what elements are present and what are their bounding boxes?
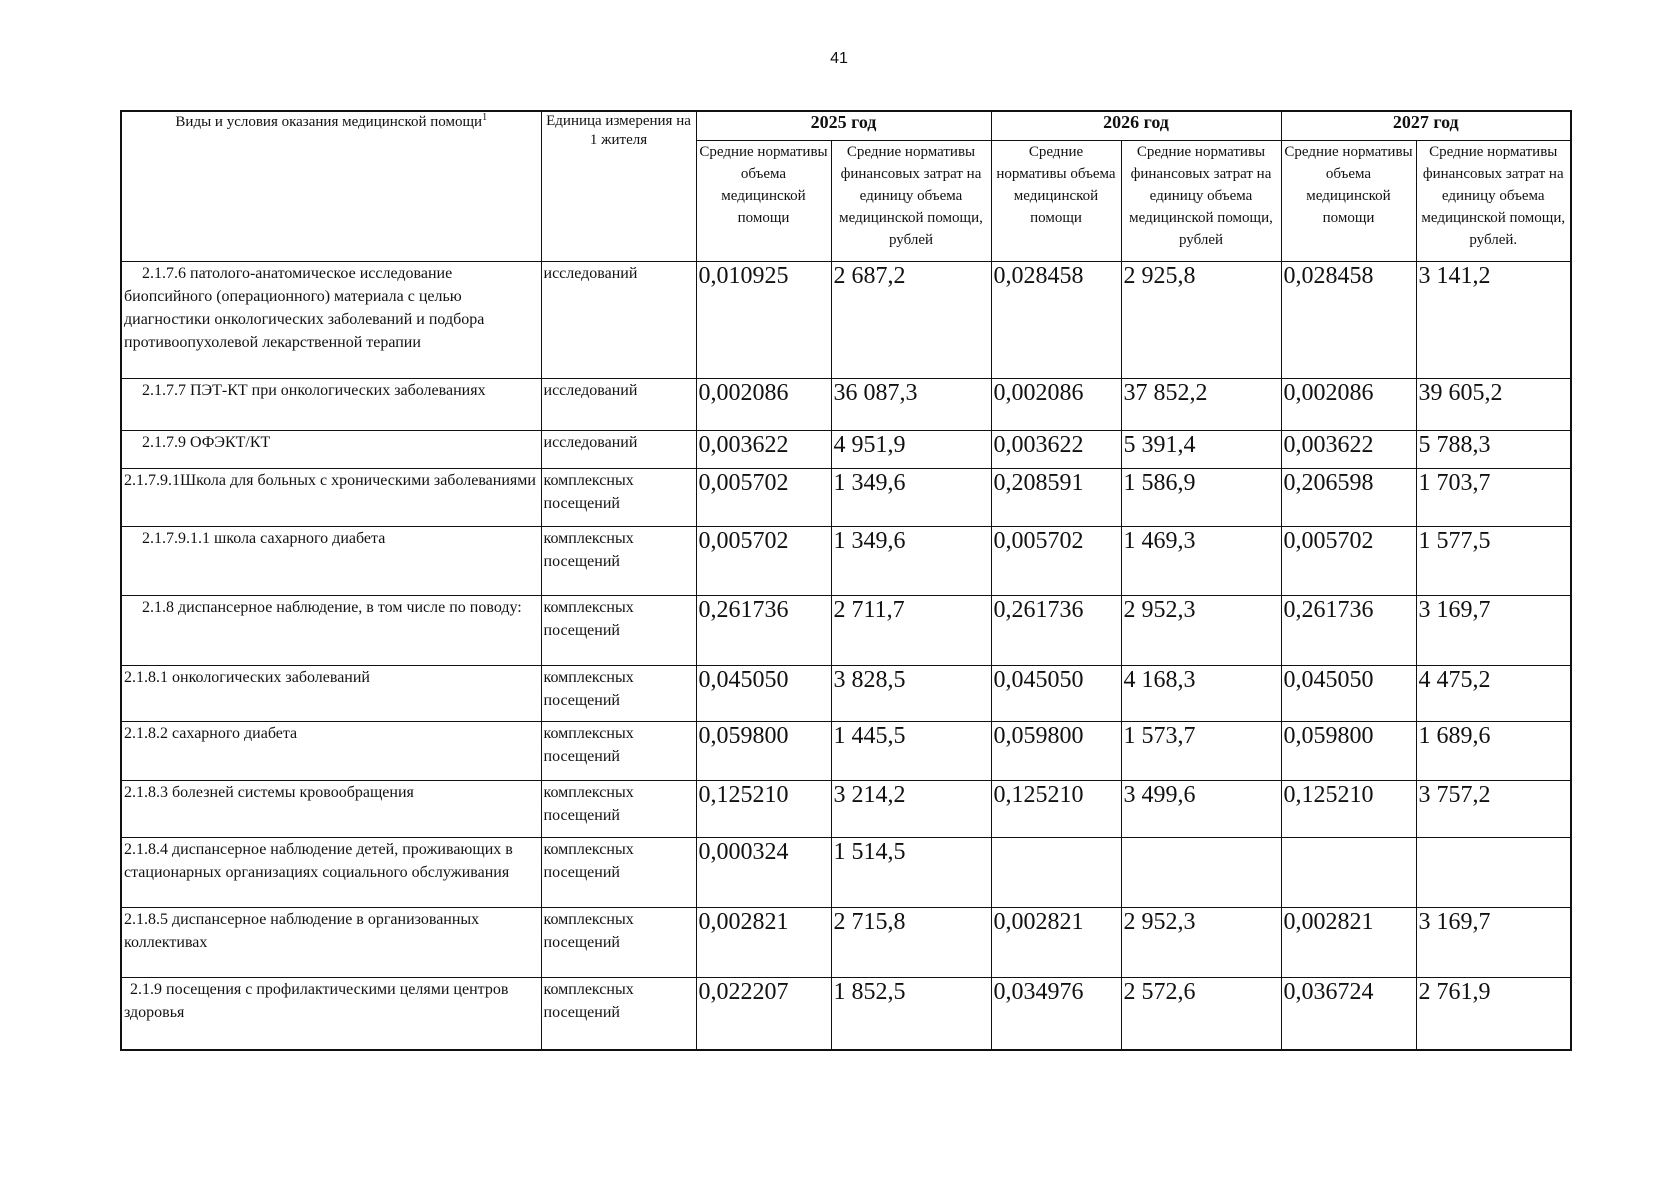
row-name: 2.1.8 диспансерное наблюдение, в том числе по поводу: <box>121 596 541 666</box>
volume-2025: 0,002086 <box>696 379 831 431</box>
cost-2025: 3 214,2 <box>831 781 991 838</box>
row-unit: исследований <box>541 262 696 379</box>
cost-2027: 3 141,2 <box>1416 262 1571 379</box>
volume-2025: 0,005702 <box>696 469 831 527</box>
volume-2027: 0,206598 <box>1281 469 1416 527</box>
cost-2026: 2 572,6 <box>1121 978 1281 1050</box>
row-name: 2.1.7.9 ОФЭКТ/КТ <box>121 431 541 469</box>
row-unit: комплексных посещений <box>541 978 696 1050</box>
cost-2025: 1 852,5 <box>831 978 991 1050</box>
cost-2025: 1 514,5 <box>831 838 991 908</box>
cost-2027: 1 703,7 <box>1416 469 1571 527</box>
cost-2025: 1 445,5 <box>831 722 991 781</box>
cost-2025: 1 349,6 <box>831 469 991 527</box>
cost-2026: 3 499,6 <box>1121 781 1281 838</box>
row-unit: комплексных посещений <box>541 527 696 596</box>
volume-2027: 0,036724 <box>1281 978 1416 1050</box>
sub-header-cost-2025: Средние нормативы финансовых затрат на единицу объема медицинской помощи, рублей <box>831 141 991 262</box>
cost-2025: 2 687,2 <box>831 262 991 379</box>
volume-2026: 0,002821 <box>991 908 1121 978</box>
table-row <box>121 781 1571 838</box>
table-row <box>121 666 1571 722</box>
volume-2025: 0,003622 <box>696 431 831 469</box>
page-number: 41 <box>830 50 848 67</box>
cost-2026: 1 573,7 <box>1121 722 1281 781</box>
row-name: 2.1.8.4 диспансерное наблюдение детей, проживающих в стационарных организациях социального обслуживания <box>121 838 541 908</box>
row-unit: комплексных посещений <box>541 781 696 838</box>
volume-2027: 0,028458 <box>1281 262 1416 379</box>
volume-2027: 0,005702 <box>1281 527 1416 596</box>
row-name: 2.1.7.6 патолого-анатомическое исследование биопсийного (операционного) материала с целью диагностики онкологических заболеваний и подбора противоопухолевой лекарственной терапии <box>121 262 541 379</box>
cost-2026: 2 925,8 <box>1121 262 1281 379</box>
row-unit: комплексных посещений <box>541 722 696 781</box>
table-row <box>121 596 1571 666</box>
volume-2025: 0,261736 <box>696 596 831 666</box>
cost-2027 <box>1416 838 1571 908</box>
cost-2025: 2 715,8 <box>831 908 991 978</box>
volume-2025: 0,000324 <box>696 838 831 908</box>
year-header-2027: 2027 год <box>1281 111 1571 141</box>
volume-2026: 0,045050 <box>991 666 1121 722</box>
cost-2027: 3 169,7 <box>1416 596 1571 666</box>
row-unit: комплексных посещений <box>541 596 696 666</box>
volume-2026: 0,059800 <box>991 722 1121 781</box>
cost-2027: 39 605,2 <box>1416 379 1571 431</box>
cost-2026: 1 586,9 <box>1121 469 1281 527</box>
cost-2027: 5 788,3 <box>1416 431 1571 469</box>
volume-2027: 0,002821 <box>1281 908 1416 978</box>
volume-2027: 0,125210 <box>1281 781 1416 838</box>
cost-2027: 4 475,2 <box>1416 666 1571 722</box>
table-row <box>121 838 1571 908</box>
volume-2025: 0,010925 <box>696 262 831 379</box>
cost-2025: 36 087,3 <box>831 379 991 431</box>
volume-2026: 0,208591 <box>991 469 1121 527</box>
volume-2026: 0,261736 <box>991 596 1121 666</box>
volume-2026: 0,125210 <box>991 781 1121 838</box>
cost-2026: 4 168,3 <box>1121 666 1281 722</box>
row-unit: комплексных посещений <box>541 469 696 527</box>
table-row <box>121 262 1571 379</box>
sub-header-cost-2027: Средние нормативы финансовых затрат на единицу объема медицинской помощи, рублей. <box>1416 141 1571 262</box>
col-type-header <box>121 111 541 262</box>
sub-header-volume-2027: Средние нормативы объема медицинской помощи <box>1281 141 1416 262</box>
volume-2025: 0,125210 <box>696 781 831 838</box>
cost-2026: 1 469,3 <box>1121 527 1281 596</box>
sub-header-volume-2025: Средние нормативы объема медицинской помощи <box>696 141 831 262</box>
col-unit-header: Единица измерения на 1 жителя <box>541 111 696 262</box>
year-header-2025: 2025 год <box>696 111 991 141</box>
table-row <box>121 527 1571 596</box>
table-row <box>121 978 1571 1050</box>
volume-2026 <box>991 838 1121 908</box>
cost-2027: 1 689,6 <box>1416 722 1571 781</box>
table-row <box>121 469 1571 527</box>
row-name: 2.1.7.9.1Школа для больных с хроническими заболеваниями <box>121 469 541 527</box>
volume-2025: 0,022207 <box>696 978 831 1050</box>
cost-2027: 3 169,7 <box>1416 908 1571 978</box>
cost-2025: 1 349,6 <box>831 527 991 596</box>
row-unit: комплексных посещений <box>541 838 696 908</box>
row-unit: комплексных посещений <box>541 666 696 722</box>
sub-header-volume-2026: Средние нормативы объема медицинской помощи <box>991 141 1121 262</box>
volume-2025: 0,005702 <box>696 527 831 596</box>
volume-2025: 0,045050 <box>696 666 831 722</box>
sub-header-cost-2026: Средние нормативы финансовых затрат на единицу объема медицинской помощи, рублей <box>1121 141 1281 262</box>
volume-2027: 0,002086 <box>1281 379 1416 431</box>
volume-2025: 0,002821 <box>696 908 831 978</box>
header-row-years <box>121 111 1571 141</box>
table-row <box>121 379 1571 431</box>
row-name: 2.1.8.1 онкологических заболеваний <box>121 666 541 722</box>
row-unit: исследований <box>541 431 696 469</box>
year-header-2026: 2026 год <box>991 111 1281 141</box>
norms-table <box>120 110 1572 1051</box>
cost-2025: 3 828,5 <box>831 666 991 722</box>
volume-2027: 0,261736 <box>1281 596 1416 666</box>
row-name: 2.1.8.3 болезней системы кровообращения <box>121 781 541 838</box>
row-name: 2.1.8.5 диспансерное наблюдение в организованных коллективах <box>121 908 541 978</box>
cost-2026: 2 952,3 <box>1121 596 1281 666</box>
volume-2026: 0,005702 <box>991 527 1121 596</box>
volume-2026: 0,028458 <box>991 262 1121 379</box>
volume-2027: 0,045050 <box>1281 666 1416 722</box>
row-name: 2.1.9 посещения с профилактическими целями центров здоровья <box>121 978 541 1050</box>
volume-2027: 0,003622 <box>1281 431 1416 469</box>
cost-2026: 37 852,2 <box>1121 379 1281 431</box>
volume-2026: 0,003622 <box>991 431 1121 469</box>
cost-2027: 1 577,5 <box>1416 527 1571 596</box>
cost-2025: 4 951,9 <box>831 431 991 469</box>
footnote-mark: 1 <box>482 112 488 123</box>
table-row <box>121 908 1571 978</box>
cost-2026: 5 391,4 <box>1121 431 1281 469</box>
table-row <box>121 722 1571 781</box>
table-row <box>121 431 1571 469</box>
row-name: 2.1.7.7 ПЭТ-КТ при онкологических заболеваниях <box>121 379 541 431</box>
cost-2027: 3 757,2 <box>1416 781 1571 838</box>
cost-2026: 2 952,3 <box>1121 908 1281 978</box>
row-unit: комплексных посещений <box>541 908 696 978</box>
row-name: 2.1.7.9.1.1 школа сахарного диабета <box>121 527 541 596</box>
volume-2026: 0,034976 <box>991 978 1121 1050</box>
row-name: 2.1.8.2 сахарного диабета <box>121 722 541 781</box>
volume-2027: 0,059800 <box>1281 722 1416 781</box>
cost-2025: 2 711,7 <box>831 596 991 666</box>
row-unit: исследований <box>541 379 696 431</box>
volume-2025: 0,059800 <box>696 722 831 781</box>
volume-2026: 0,002086 <box>991 379 1121 431</box>
cost-2026 <box>1121 838 1281 908</box>
col-type-label: Виды и условия оказания медицинской помощи <box>175 114 483 130</box>
volume-2027 <box>1281 838 1416 908</box>
cost-2027: 2 761,9 <box>1416 978 1571 1050</box>
